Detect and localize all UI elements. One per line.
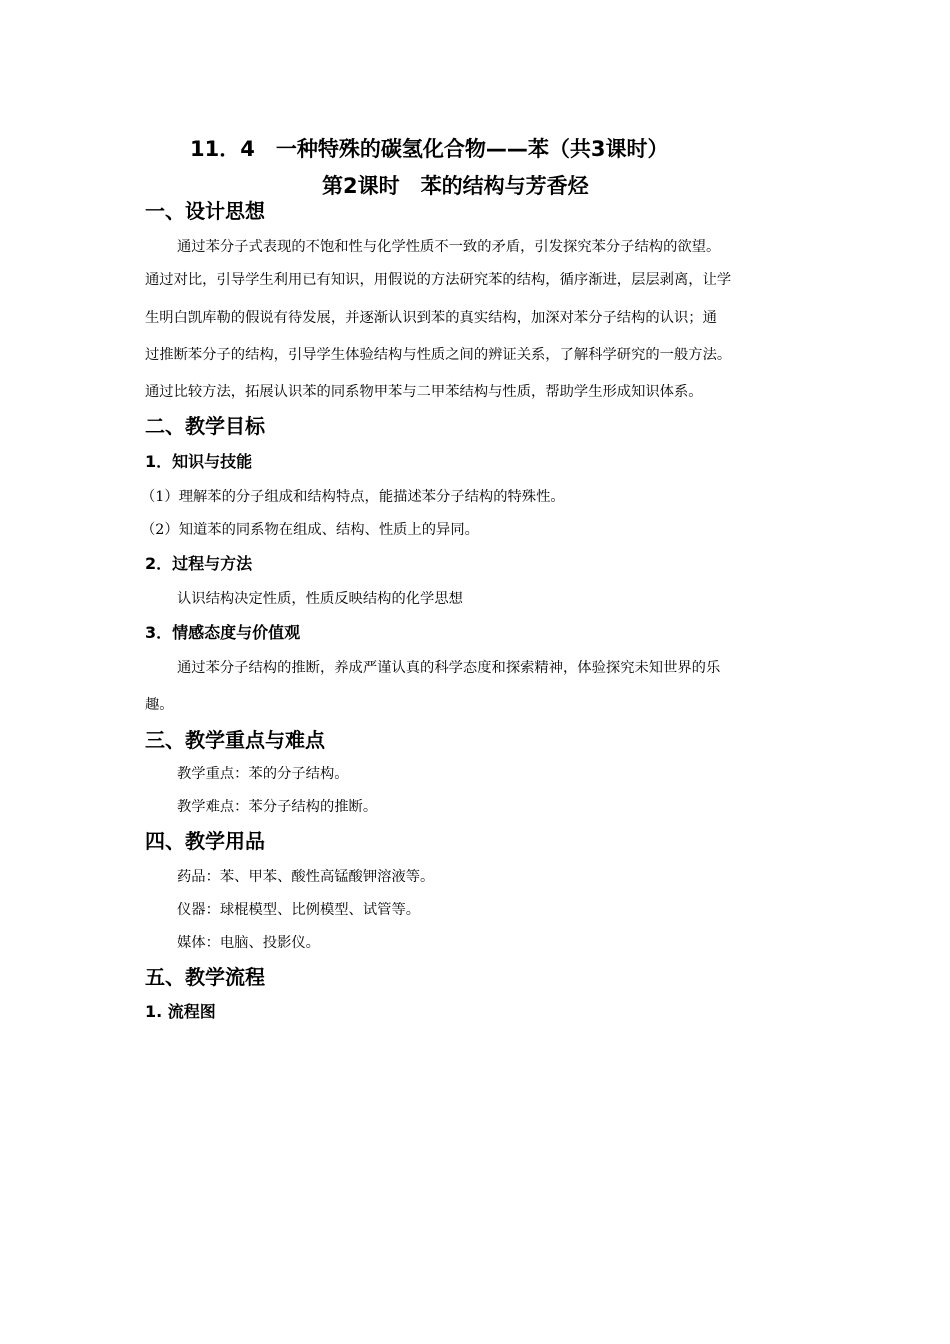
paragraph-line: 通过苯分子式表现的不饱和性与化学性质不一致的矛盾，引发探究苯分子结构的欲望。 (177, 239, 721, 255)
paragraph-line: 过推断苯分子的结构，引导学生体验结构与性质之间的辨证关系，了解科学研究的一般方法。 (145, 347, 732, 363)
paragraph-line: 通过对比，引导学生利用已有知识，用假说的方法研究苯的结构，循序渐进，层层剥离，让学 (145, 272, 732, 288)
key-point: 教学重点：苯的分子结构。 (177, 766, 349, 782)
material-item: 药品：苯、甲苯、酸性高锰酸钾溶液等。 (177, 869, 435, 885)
material-item: 媒体：电脑、投影仪。 (177, 935, 320, 951)
difficult-point: 教学难点：苯分子结构的推断。 (177, 799, 378, 815)
paragraph-line: 认识结构决定性质，性质反映结构的化学思想 (177, 591, 463, 607)
list-item: （1）理解苯的分子组成和结构特点，能描述苯分子结构的特殊性。 (141, 489, 565, 505)
list-item: （2）知道苯的同系物在组成、结构、性质上的异同。 (141, 522, 479, 538)
subheading-knowledge: 1．知识与技能 (145, 452, 253, 471)
paragraph-line: 通过比较方法，拓展认识苯的同系物甲苯与二甲苯结构与性质，帮助学生形成知识体系。 (145, 384, 703, 400)
document-title: 11．4 一种特殊的碳氢化合物——苯（共3课时） (190, 137, 669, 161)
subheading-attitude: 3．情感态度与价值观 (145, 623, 301, 642)
paragraph-line: 通过苯分子结构的推断，养成严谨认真的科学态度和探索精神，体验探究未知世界的乐 (177, 660, 721, 676)
section-heading-process-flow: 五、教学流程 (145, 965, 265, 989)
paragraph-line: 生明白凯库勒的假说有待发展，并逐渐认识到苯的真实结构，加深对苯分子结构的认识；通 (145, 310, 717, 326)
subheading-flowchart: 1. 流程图 (145, 1002, 216, 1021)
subheading-process: 2．过程与方法 (145, 554, 253, 573)
section-heading-objectives: 二、教学目标 (145, 414, 265, 438)
section-heading-design: 一、设计思想 (145, 199, 265, 223)
paragraph-line: 趣。 (145, 697, 174, 713)
section-heading-key-points: 三、教学重点与难点 (145, 728, 325, 752)
document-subtitle: 第2课时 苯的结构与芳香烃 (322, 174, 589, 198)
section-heading-materials: 四、教学用品 (145, 829, 265, 853)
material-item: 仪器：球棍模型、比例模型、试管等。 (177, 902, 421, 918)
